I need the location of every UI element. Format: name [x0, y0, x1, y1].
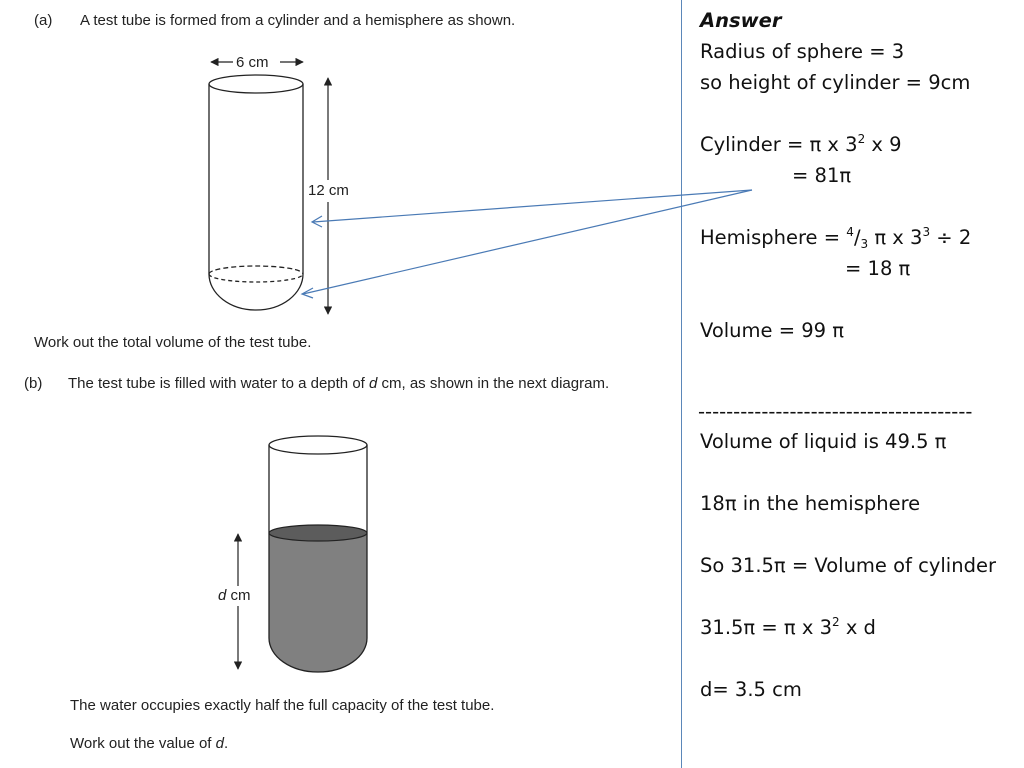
width-dimension [211, 54, 303, 71]
part-a-text: A test tube is formed from a cylinder and a hemisphere as shown. [80, 12, 516, 29]
water-surface [269, 525, 367, 541]
cylinder-volume-line: Cylinder = π x $3^2$ x 9 [700, 132, 902, 156]
answer-separator: --------------------------------------- [698, 400, 973, 423]
test-tube-b [269, 436, 367, 672]
height-label: 12 cm [308, 182, 349, 199]
liquid-volume-line: Volume of liquid is 49.5 π [700, 430, 947, 453]
tube-b-top-ellipse [269, 436, 367, 454]
tube-a-join-back [209, 266, 303, 274]
test-tube-a [209, 75, 303, 310]
final-answer-line: d= 3.5 cm [700, 678, 802, 701]
part-b-instruction: Work out the value of d. [70, 735, 229, 752]
answer-block-2 [700, 426, 996, 705]
arrow-to-cylinder [313, 190, 752, 222]
tube-a-join-front [209, 274, 303, 282]
equation-line: 31.5π = π x $3^2$ x d [700, 615, 876, 639]
depth-label: d cm [218, 587, 251, 604]
arrow-to-hemisphere [303, 190, 752, 294]
hemisphere-part-line: 18π in the hemisphere [700, 492, 921, 515]
width-label: 6 cm [236, 54, 269, 71]
answer-heading: Answer [700, 9, 782, 32]
hemisphere-volume-line: Hemisphere = $^4/_3$ π x $3^3 \div 2$ [700, 225, 972, 251]
part-b-note: The water occupies exactly half the full capacity of the test tube. [70, 697, 495, 714]
part-a-instruction: Work out the total volume of the test tube. [34, 334, 312, 351]
total-volume-line: Volume = 99 π [700, 319, 845, 342]
height-dimension [307, 78, 349, 314]
tube-a-top-ellipse [209, 75, 303, 93]
cylinder-volume-result: = 81π [792, 164, 852, 187]
cylinder-height-line: so height of cylinder = 9cm [700, 71, 971, 94]
hemisphere-volume-result: = 18 π [845, 257, 911, 280]
cylinder-part-line: So 31.5π = Volume of cylinder [700, 554, 996, 577]
depth-dimension [217, 534, 259, 669]
annotation-arrows [302, 190, 752, 298]
water-fill [269, 533, 367, 672]
part-b-text: The test tube is filled with water to a depth of d cm, as shown in the next diagram. [68, 375, 610, 392]
part-a-label: (a) [34, 12, 53, 29]
answer-block-1 [700, 5, 971, 346]
radius-line: Radius of sphere = 3 [700, 40, 905, 63]
part-b-label: (b) [24, 375, 43, 392]
